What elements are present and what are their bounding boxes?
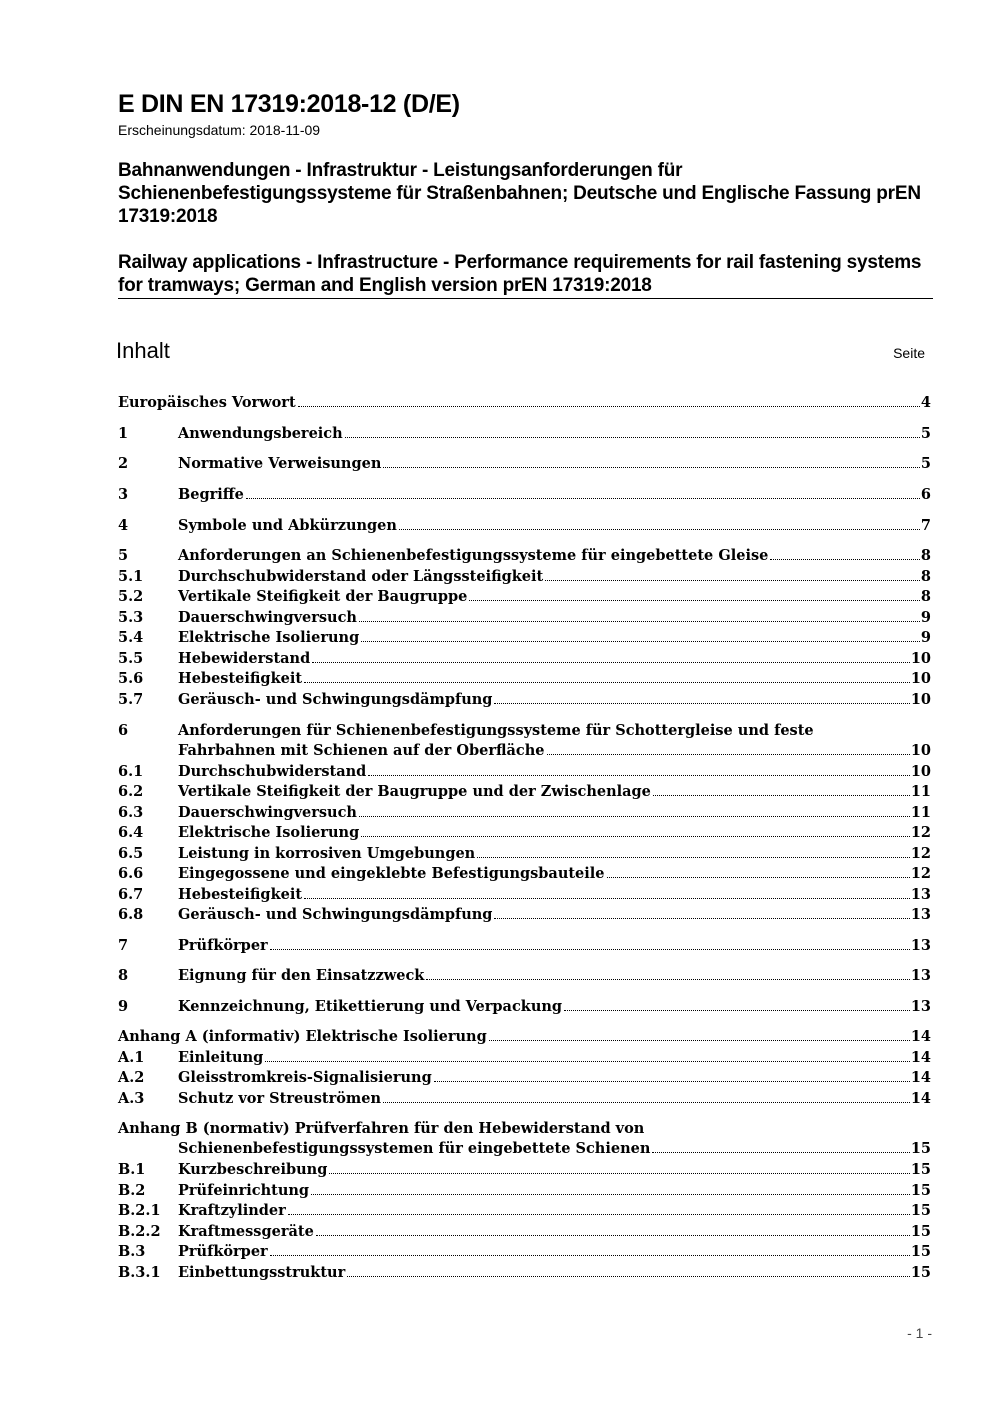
toc-entry-page: 10 [910,763,931,780]
toc-dot-leader [361,641,920,642]
toc-entry-number: 1 [118,425,129,442]
toc-entry-number: 5.5 [118,650,144,667]
toc-entry-page: 10 [910,670,931,687]
toc-entry[interactable] [118,1119,931,1159]
toc-entry-title: Eingegossene und eingeklebte Befestigungsbauteile [178,865,605,882]
toc-entry-page: 14 [910,1090,931,1107]
toc-entry-title: Prüfkörper [178,937,268,954]
toc-dot-leader [489,1040,910,1041]
toc-entry[interactable] [118,485,931,505]
toc-entry-title: Eignung für den Einsatzzweck [178,967,425,984]
toc-entry[interactable] [118,966,931,986]
toc-entry[interactable] [118,844,931,864]
toc-dot-leader [434,1081,910,1082]
toc-entry-page: 8 [920,547,931,564]
toc-entry-title: Anhang A (informativ) Elektrische Isolierung [118,1028,487,1045]
toc-entry-page: 11 [910,804,931,821]
toc-entry-title: Elektrische Isolierung [178,629,360,646]
toc-entry-title: Prüfkörper [178,1243,268,1260]
toc-entry-title: Hebesteifigkeit [178,886,303,903]
toc-entry[interactable] [118,424,931,444]
publication-date: Erscheinungsdatum: 2018-11-09 [118,122,321,138]
toc-dot-leader [345,437,920,438]
toc-entry-number: B.2.2 [118,1223,161,1240]
toc-entry-page: 4 [920,394,931,411]
toc-entry[interactable] [118,393,931,413]
toc-entry[interactable] [118,1263,931,1283]
toc-dot-leader [607,877,910,878]
toc-entry-title: Einbettungsstruktur [178,1264,346,1281]
toc-entry-page: 12 [910,824,931,841]
toc-entry[interactable] [118,567,931,587]
toc-entry-page: 7 [920,517,931,534]
toc-entry-page: 15 [910,1223,931,1240]
toc-entry-number: 5.6 [118,670,144,687]
toc-entry[interactable] [118,1048,931,1068]
toc-entry[interactable] [118,721,931,761]
toc-entry[interactable] [118,669,931,689]
toc-entry-title: Gleisstromkreis-Signalisierung [178,1069,432,1086]
toc-dot-leader [298,406,920,407]
toc-entry-page: 14 [910,1049,931,1066]
toc-entry-page: 15 [910,1140,931,1157]
toc-entry-page: 5 [920,455,931,472]
toc-entry-page: 10 [910,691,931,708]
toc-entry[interactable] [118,1222,931,1242]
toc-entry-page: 14 [910,1028,931,1045]
toc-entry[interactable] [118,454,931,474]
toc-entry[interactable] [118,782,931,802]
toc-entry-page: 9 [920,629,931,646]
toc-dot-leader [426,979,909,980]
toc-entry-number: 3 [118,486,129,503]
toc-entry-title: Dauerschwingversuch [178,609,357,626]
toc-dot-leader [399,529,920,530]
toc-entry-title: Fahrbahnen mit Schienen auf der Oberfläche [178,742,545,759]
toc-entry-title: Vertikale Steifigkeit der Baugruppe [178,588,468,605]
toc-entry-number: 7 [118,937,129,954]
toc-dot-leader [316,1235,910,1236]
toc-entry-number: B.2.1 [118,1202,161,1219]
title-english: Railway applications - Infrastructure - Performance requirements for rail fastening systems for tramways; German and English version prEN 17319:2018 [118,252,922,296]
toc-entry-page: 13 [910,998,931,1015]
toc-entry-page: 13 [910,937,931,954]
toc-entry[interactable] [118,1160,931,1180]
toc-entry-title: Durchschubwiderstand [178,763,367,780]
title-german: Bahnanwendungen - Infrastruktur - Leistungsanforderungen für Schienenbefestigungssysteme für Straßenbahnen; Deutsche und Englische Fassung prEN 17319:2018 [118,160,921,227]
toc-dot-leader [564,1010,910,1011]
toc-entry-number: B.2 [118,1182,146,1199]
toc-entry-title: Symbole und Abkürzungen [178,517,397,534]
toc-dot-leader [494,703,909,704]
toc-entry-number: 5.2 [118,588,144,605]
toc-page-column-label: Seite [893,345,925,361]
toc-entry-page: 8 [920,588,931,605]
toc-entry[interactable] [118,628,931,648]
toc-entry-number: 6.6 [118,865,144,882]
toc-entry-number: 6.8 [118,906,144,923]
toc-heading: Inhalt [116,338,170,363]
toc-dot-leader [383,1102,910,1103]
toc-entry-page: 13 [910,906,931,923]
toc-entry[interactable] [118,885,931,905]
toc-entry-page: 15 [910,1243,931,1260]
toc-entry[interactable] [118,649,931,669]
toc-entry-number: 5.4 [118,629,144,646]
toc-entry-page: 13 [910,967,931,984]
toc-dot-leader [545,580,920,581]
toc-entry-page: 5 [920,425,931,442]
toc-entry-title: Einleitung [178,1049,264,1066]
toc-entry-number: B.1 [118,1161,146,1178]
toc-entry-page: 13 [910,886,931,903]
toc-entry[interactable] [118,997,931,1017]
toc-entry[interactable] [118,516,931,536]
toc-dot-leader [288,1214,910,1215]
toc-entry-number: 9 [118,998,129,1015]
toc-entry-page: 10 [910,650,931,667]
toc-entry-number: 5.3 [118,609,144,626]
toc-dot-leader [770,559,920,560]
toc-entry-title: Hebewiderstand [178,650,311,667]
toc-entry-number: A.2 [118,1069,145,1086]
toc-entry-number: 6.5 [118,845,144,862]
toc-entry-number: 6 [118,722,129,739]
toc-entry-page: 11 [910,783,931,800]
toc-entry-title: Dauerschwingversuch [178,804,357,821]
toc-dot-leader [547,754,910,755]
toc-entry[interactable] [118,762,931,782]
toc-entry-number: 5.7 [118,691,144,708]
toc-entry-title: Kennzeichnung, Etikettierung und Verpackung [178,998,563,1015]
toc-entry-page: 15 [910,1182,931,1199]
toc-dot-leader [359,816,910,817]
toc-dot-leader [304,898,910,899]
toc-entry-title: Vertikale Steifigkeit der Baugruppe und der Zwischenlage [178,783,651,800]
toc-entry[interactable] [118,1201,931,1221]
toc-entry-title: Schutz vor Streuströmen [178,1090,382,1107]
toc-entry-title: Schienenbefestigungssystemen für eingebettete Schienen [178,1140,651,1157]
toc-entry-page: 9 [920,609,931,626]
toc-entry-number: 5 [118,547,129,564]
toc-entry-title: Anwendungsbereich [178,425,343,442]
toc-dot-leader [494,918,909,919]
toc-dot-leader [329,1173,909,1174]
toc-entry[interactable] [118,864,931,884]
toc-dot-leader [359,621,920,622]
toc-dot-leader [361,836,910,837]
toc-entry[interactable] [118,803,931,823]
toc-entry[interactable] [118,823,931,843]
toc-entry[interactable] [118,1181,931,1201]
page-number: - 1 - [907,1325,932,1341]
toc-entry-number: A.3 [118,1090,145,1107]
toc-entry[interactable] [118,608,931,628]
toc-dot-leader [652,1152,909,1153]
toc-entry-title: Kurzbeschreibung [178,1161,328,1178]
toc-entry-page: 15 [910,1202,931,1219]
toc-entry-title: Begriffe [178,486,244,503]
toc-entry-number: B.3 [118,1243,146,1260]
toc-entry[interactable] [118,1242,931,1262]
toc-entry-number: 6.7 [118,886,144,903]
toc-entry-page: 15 [910,1264,931,1281]
toc-entry-page: 10 [910,742,931,759]
toc-entry-title: Hebesteifigkeit [178,670,303,687]
toc-entry-title: Prüfeinrichtung [178,1182,310,1199]
toc-entry-number: B.3.1 [118,1264,161,1281]
toc-dot-leader [653,795,910,796]
toc-entry-title: Anforderungen für Schienenbefestigungssysteme für Schottergleise und feste [178,722,814,739]
toc-dot-leader [311,1194,910,1195]
toc-entry-title: Elektrische Isolierung [178,824,360,841]
toc-entry[interactable] [118,936,931,956]
toc-entry-title: Leistung in korrosiven Umgebungen [178,845,476,862]
toc-entry[interactable] [118,905,931,925]
toc-entry-title: Durchschubwiderstand oder Längssteifigkeit [178,568,544,585]
toc-entry-title: Anhang B (normativ) Prüfverfahren für den Hebewiderstand von [118,1120,645,1137]
toc-dot-leader [304,682,910,683]
title-divider [118,298,933,299]
toc-entry[interactable] [118,1068,931,1088]
toc-dot-leader [469,600,920,601]
toc-entry-page: 8 [920,568,931,585]
toc-entry-page: 15 [910,1161,931,1178]
toc-entry-page: 14 [910,1069,931,1086]
toc-entry-number: 6.1 [118,763,144,780]
toc-entry-title: Kraftmessgeräte [178,1223,314,1240]
toc-entry[interactable] [118,1089,931,1109]
toc-entry-number: 6.4 [118,824,144,841]
toc-dot-leader [477,857,910,858]
toc-dot-leader [270,949,910,950]
document-title: E DIN EN 17319:2018-12 (D/E) [118,90,460,118]
toc-dot-leader [312,662,910,663]
toc-entry[interactable] [118,1027,931,1047]
toc-entry[interactable] [118,587,931,607]
toc-entry-title: Normative Verweisungen [178,455,382,472]
toc-entry-title: Anforderungen an Schienenbefestigungssysteme für eingebettete Gleise [178,547,769,564]
toc-entry-number: 6.2 [118,783,144,800]
toc-dot-leader [368,775,910,776]
toc-entry-page: 6 [920,486,931,503]
toc-entry-title: Kraftzylinder [178,1202,286,1219]
toc-dot-leader [383,467,920,468]
toc-entry-number: 6.3 [118,804,144,821]
toc-entry-number: 5.1 [118,568,144,585]
toc-entry-page: 12 [910,845,931,862]
toc-entry[interactable] [118,546,931,566]
toc-entry-title: Europäisches Vorwort [118,394,296,411]
toc-dot-leader [246,498,920,499]
toc-dot-leader [265,1061,910,1062]
toc-entry-title: Geräusch- und Schwingungsdämpfung [178,906,493,923]
toc-entry-number: A.1 [118,1049,145,1066]
toc-entry-page: 12 [910,865,931,882]
toc-dot-leader [270,1255,910,1256]
toc-entry[interactable] [118,690,931,710]
toc-entry-number: 8 [118,967,129,984]
toc-entry-number: 2 [118,455,129,472]
toc-dot-leader [347,1276,910,1277]
toc-entry-title: Geräusch- und Schwingungsdämpfung [178,691,493,708]
toc-entry-number: 4 [118,517,129,534]
